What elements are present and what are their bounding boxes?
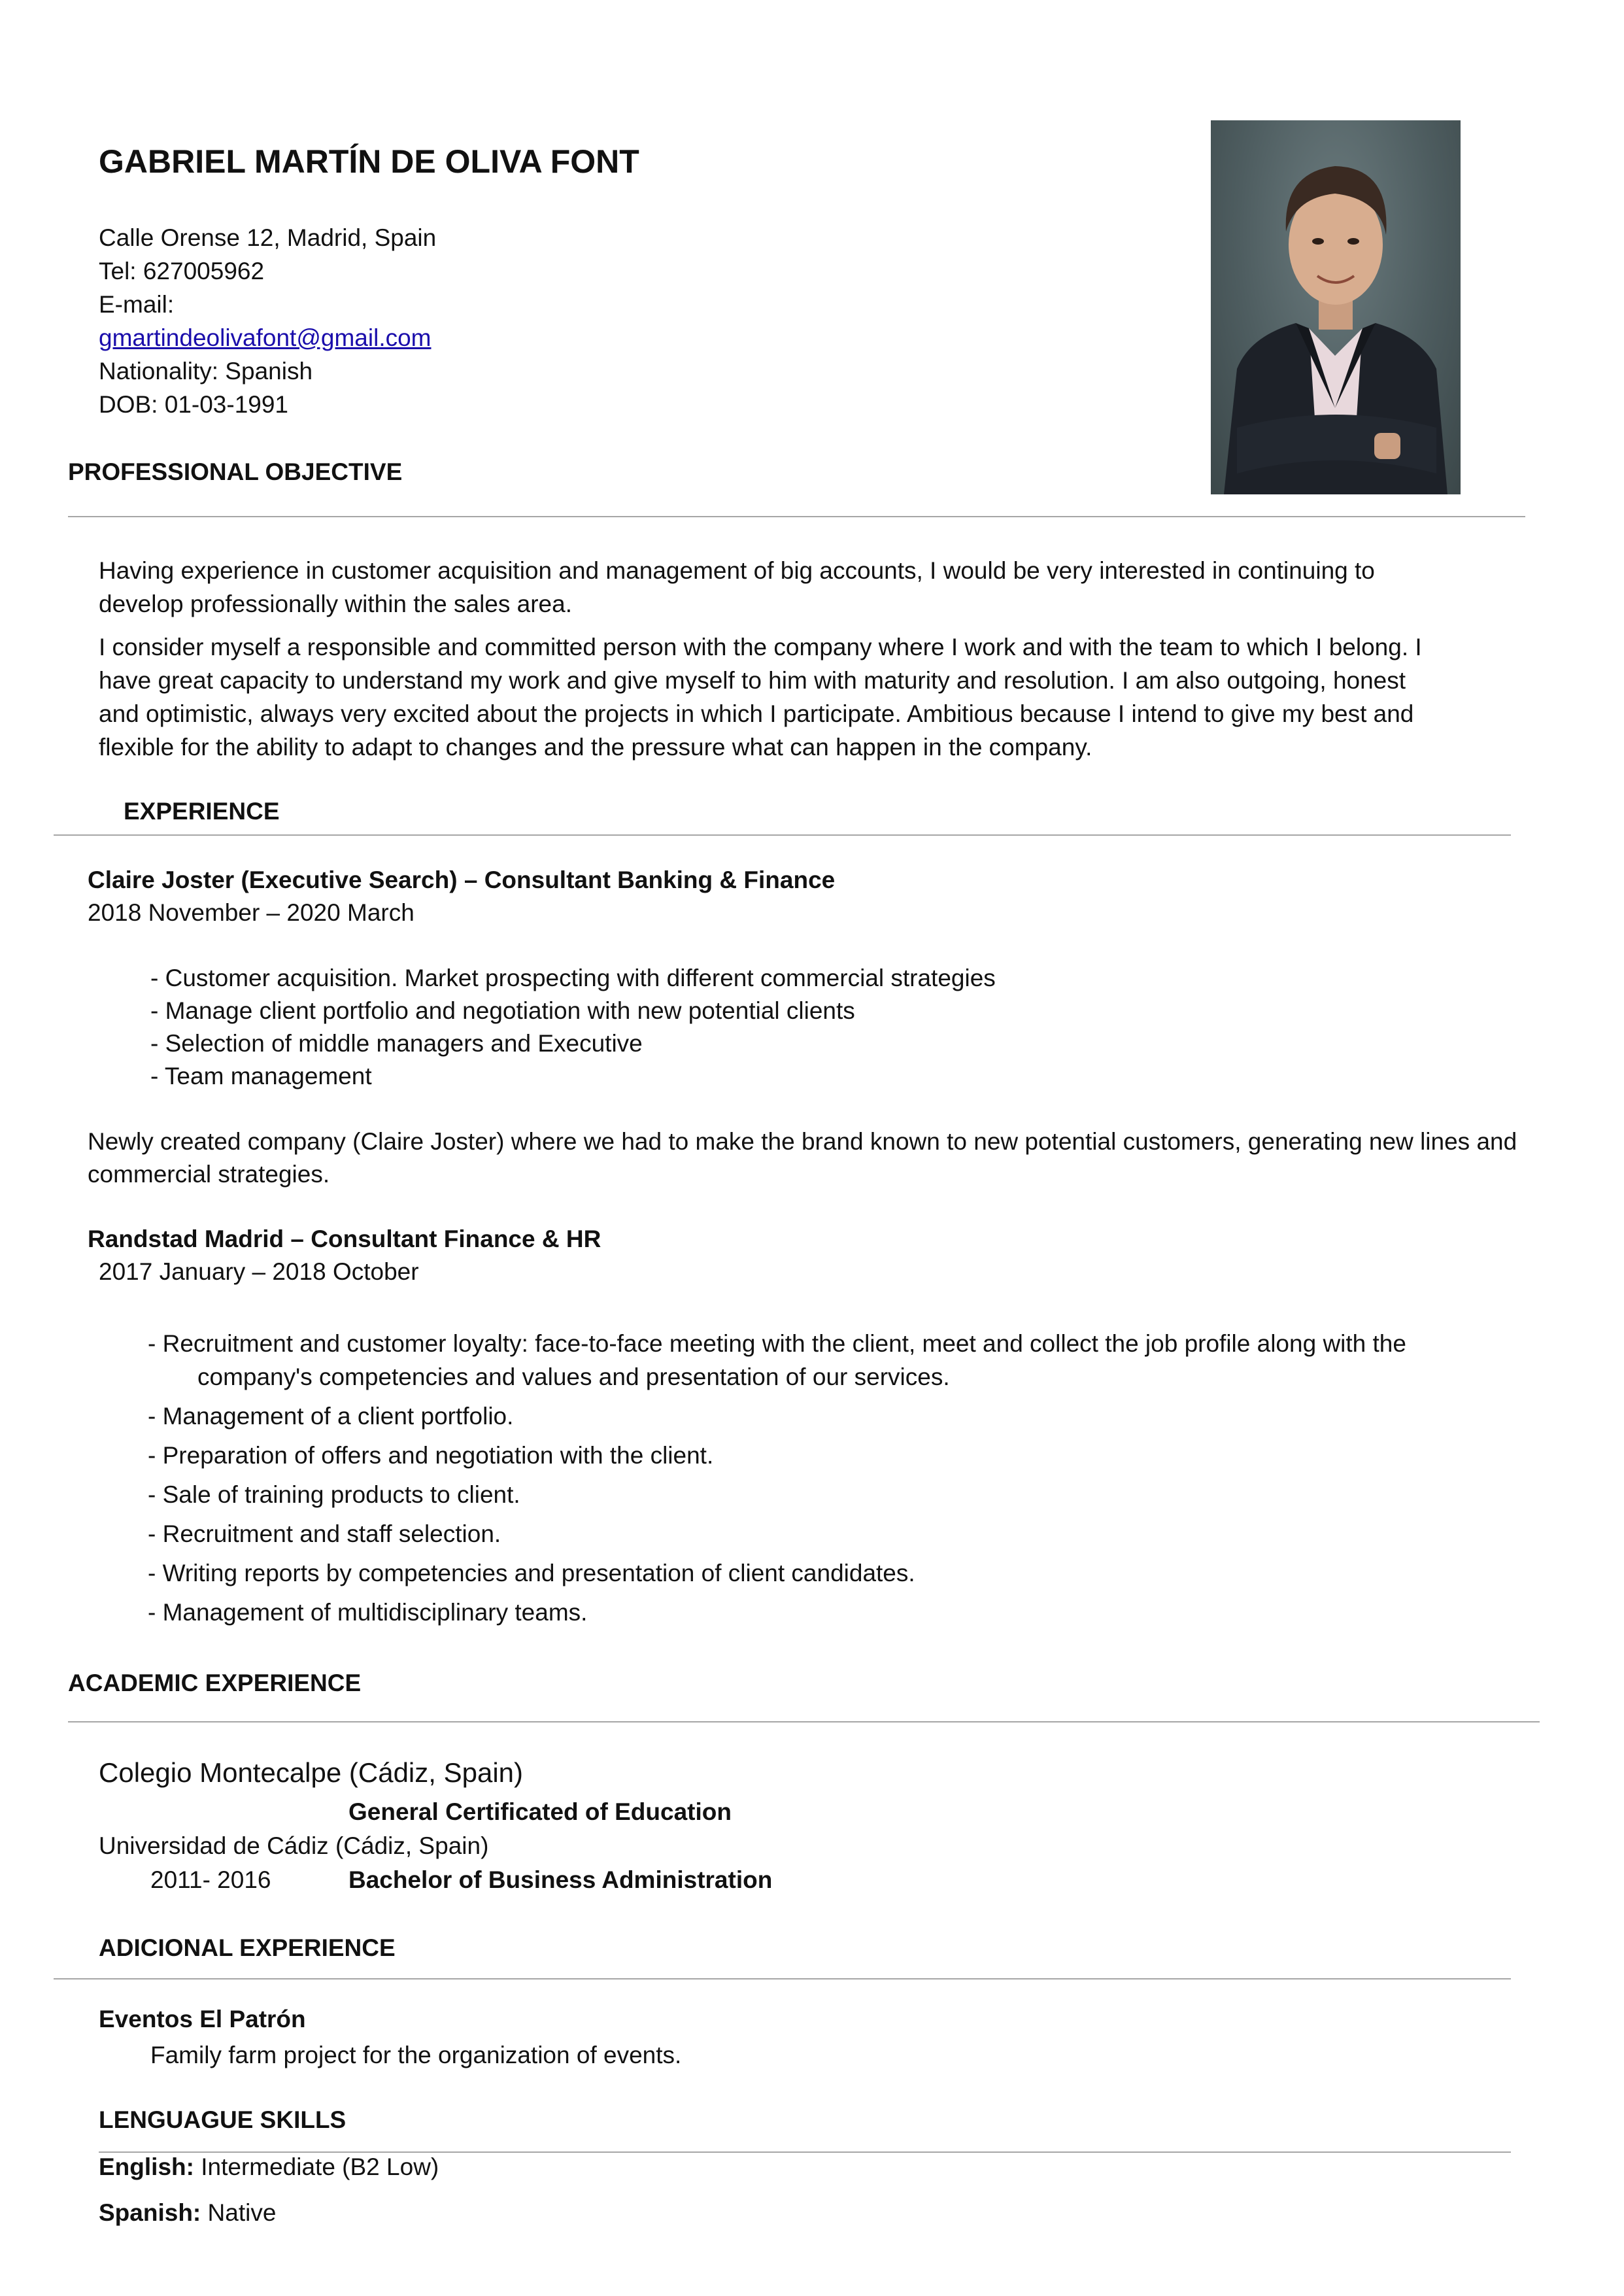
language-label: English: [99, 2153, 194, 2180]
degree: General Certificated of Education [348, 1798, 732, 1825]
language-english [99, 2150, 439, 2184]
phone: Tel: 627005962 [99, 258, 265, 284]
candidate-name: GABRIEL MARTÍN DE OLIVA FONT [99, 143, 639, 180]
objective-text: develop professionally within the sales area. [99, 591, 572, 617]
academic-heading: ACADEMIC EXPERIENCE [68, 1670, 362, 1696]
list-item: - Management of multidisciplinary teams. [148, 1599, 588, 1626]
divider [54, 834, 1511, 836]
additional-title: Eventos El Patrón [99, 2006, 306, 2032]
school-name: Universidad de Cádiz (Cádiz, Spain) [99, 1832, 489, 1859]
language-spanish [99, 2196, 276, 2229]
email-label: E-mail: [99, 291, 175, 318]
email-link[interactable]: gmartindeolivafont@gmail.com [99, 324, 431, 351]
list-item: - Sale of training products to client. [148, 1481, 520, 1508]
objective-text: I consider myself a responsible and committed person with the company where I work and with the team to which I belong. I [99, 634, 1422, 660]
list-item: - Manage client portfolio and negotiation with new potential clients [150, 997, 855, 1024]
list-item: - Recruitment and staff selection. [148, 1520, 501, 1547]
objective-text: flexible for the ability to adapt to changes and the pressure what can happen in the company. [99, 734, 1092, 761]
job-note: commercial strategies. [88, 1161, 330, 1188]
language-level: Native [201, 2199, 277, 2226]
objective-text: Having experience in customer acquisition and management of big accounts, I would be very interested in continuing to [99, 557, 1375, 584]
address: Calle Orense 12, Madrid, Spain [99, 224, 437, 251]
additional-heading: ADICIONAL EXPERIENCE [99, 1934, 396, 1961]
divider [68, 1721, 1540, 1722]
list-item: - Team management [150, 1063, 372, 1089]
language-label: Spanish: [99, 2199, 201, 2226]
experience-heading: EXPERIENCE [124, 798, 280, 825]
divider [68, 516, 1525, 517]
list-item: - Management of a client portfolio. [148, 1403, 514, 1430]
list-item: - Preparation of offers and negotiation with the client. [148, 1442, 714, 1469]
nationality: Nationality: Spanish [99, 358, 313, 385]
list-item: company's competencies and values and presentation of our services. [197, 1363, 950, 1390]
job-note: Newly created company (Claire Joster) where we had to make the brand known to new potential customers, generating new lines and [88, 1128, 1517, 1155]
job-title: Randstad Madrid – Consultant Finance & HR [88, 1225, 601, 1252]
degree: Bachelor of Business Administration [348, 1866, 773, 1893]
job-dates: 2018 November – 2020 March [88, 899, 414, 926]
objective-text: and optimistic, always very excited about the projects in which I participate. Ambitious because I intend to give my best and [99, 700, 1414, 727]
list-item: - Selection of middle managers and Executive [150, 1030, 643, 1057]
portrait-illustration [1211, 120, 1461, 494]
list-item: - Customer acquisition. Market prospecting with different commercial strategies [150, 965, 996, 991]
job-title: Claire Joster (Executive Search) – Consultant Banking & Finance [88, 866, 836, 893]
additional-description: Family farm project for the organization of events. [150, 2042, 682, 2068]
objective-text: have great capacity to understand my work and give myself to him with maturity and resolution. I am also outgoing, honest [99, 667, 1406, 694]
languages-heading: LENGUAGUE SKILLS [99, 2106, 347, 2133]
list-item: - Recruitment and customer loyalty: face-to-face meeting with the client, meet and collect the job profile along with the [148, 1330, 1406, 1357]
objective-heading: PROFESSIONAL OBJECTIVE [68, 458, 403, 485]
date-of-birth: DOB: 01-03-1991 [99, 391, 289, 418]
school-name: Colegio Montecalpe (Cádiz, Spain) [99, 1757, 524, 1788]
profile-photo [1211, 120, 1461, 494]
job-dates: 2017 January – 2018 October [99, 1258, 419, 1285]
language-level: Intermediate (B2 Low) [194, 2153, 439, 2180]
list-item: - Writing reports by competencies and presentation of client candidates. [148, 1560, 915, 1586]
study-years: 2011- 2016 [150, 1866, 271, 1893]
divider [54, 1978, 1511, 1979]
